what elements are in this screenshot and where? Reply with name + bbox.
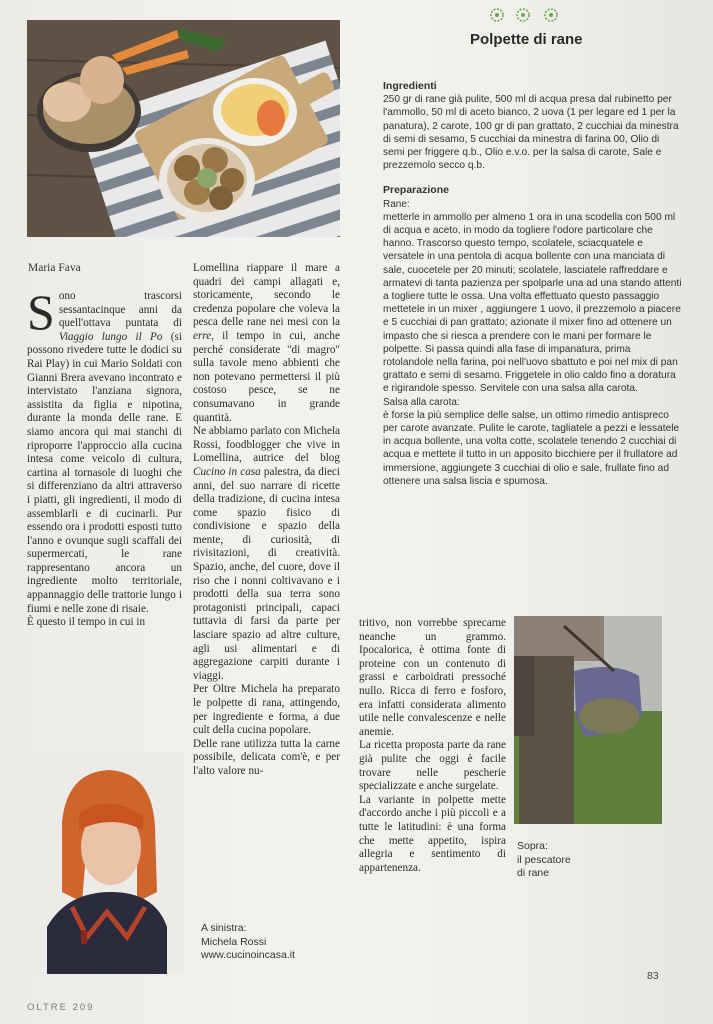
food-illustration [27, 20, 340, 237]
col1-italic-title: Viaggio lungo il Po [58, 330, 163, 343]
flower-icon [517, 9, 529, 21]
flower-icon [491, 9, 503, 21]
magazine-name: OLTRE 209 [27, 1002, 95, 1013]
photo-frog-fisherman [514, 616, 662, 824]
col2-p1-b: , il tempo in cui, anche perché considerate "di magro" sulla tavole meno abbienti che non potevano permettersi il più costoso pesce, se ne consumavano in grande quantità. [193, 329, 340, 424]
article-column-1 [27, 284, 182, 630]
rane-text: metterle in ammollo per almeno 1 ora in una scodella con 500 ml di acqua e aceto, in modo da togliere l'odore particolare che hanno. Trascorso questo tempo, scolatele, sciacquatele e versatele in una pentola di acqua bollente con una manciata di sale, cuocetele per 20 minuti; scolatele, lasciatele raffreddare e armatevi di tanta pazienza per spolparle una ad una stando attenti a togliere tutte le ossa. Una volta effettuato questo passaggio mettetele in un mixer , aggiungere 1 uovo, il prezzemolo a piacere e 5 cucchiai di pan grattato; azionate il mixer fino ad ottenere un impasto che si riesca a prendere con le mani per formare le polpette. Si passa quindi alla fase di impanatura, prima rotolandole nella farina, poi nell'uovo sbattuto e poi nel mix di pan grattato e semi di sesamo. Friggetele in olio caldo fino a doratura e rigirandole spesso. Servitele con una salsa alla carota. [383, 211, 682, 395]
caption-right [517, 840, 617, 881]
ingredients-text: 250 gr di rane già pulite, 500 ml di acqua presa dal rubinetto per l'ammollo, 50 ml di aceto bianco, 2 uova (1 per legare ed 1 per la panatura), 2 carote, 100 gr di pan grattato, 2 cucchiai da minestra di semi di sesamo, 5 cucchiai da minestra di farina 00, Olio di semi per friggere q.b., Olio e.v.o. per la salsa di carote, Sale e prezzemolo secco q.b. [383, 94, 679, 172]
col2-p3: Per Oltre Michela ha preparato le polpette di rana, attingendo, per ingrediente e forma, a due cult della cucina popolare. [193, 683, 340, 737]
drop-cap: S [27, 284, 55, 340]
article-column-2 [193, 262, 340, 779]
preparation-heading: Preparazione [383, 184, 449, 197]
caption-right-text-2: di rane [517, 867, 550, 879]
photo-michela-rossi [27, 752, 184, 974]
ingredients-heading: Ingredienti [383, 80, 437, 92]
col1-lead: ono trascorsi sessantacinque anni da quell'ottava puntata di [58, 290, 182, 330]
col2-p2-b: palestra, da dieci anni, del suo narrare di ricette della tradizione, di cucina intesa come spazio fisico di condivisione e spazio della mente, di curiosità, di rivisitazioni, di creatività. Spazio, anche, del cuore, dove il riso che i nonni coltivavano e i prodotti della sua terra sono protagonisti principali, capaci tuttavia di farsi da parte per lasciare spazio ad altre culture, agli usi alimentari e di aggregazione carpiti durante i viaggi. [193, 465, 340, 682]
article-column-3 [359, 617, 506, 875]
caption-right-text-1: il pescatore [517, 853, 571, 866]
col2-p4: Delle rane utilizza tutta la carne possibile, delicata com'è, e per l'alto valore nu- [193, 737, 340, 777]
caption-left-label: A sinistra: [201, 922, 247, 934]
photo-frog-meatballs [27, 20, 340, 237]
col3-p1: tritivo, non vorrebbe sprecarne neanche un grammo. Ipocalorica, è ottima fonte di proteine con un contenuto di grassi e carboidrati pressoché nullo. Ricca di ferro e fosforo, era infatti considerata alimento utile nelle convalescenze e nelle anemie. [359, 617, 506, 738]
col2-p2-italic: Cucino in casa [193, 465, 261, 478]
caption-left [201, 922, 351, 963]
article-author: Maria Fava [28, 262, 81, 274]
page-number: 83 [647, 970, 659, 982]
caption-right-label: Sopra: [517, 840, 548, 852]
col2-p2-a: Ne abbiamo parlato con Michela Rossi, foodblogger che vive in Lomellina, autrice del blog [193, 425, 340, 465]
recipe-block [383, 80, 683, 488]
col1-last: È questo il tempo in cui in [27, 616, 146, 629]
flower-icon [545, 9, 557, 21]
salsa-label: Salsa alla carota: [383, 396, 460, 408]
col2-p1-a: Lomellina riappare il mare a quadri dei campi allagati e, storicamente, secondo le credenza popolare che voleva la pesca delle rane nei mesi con la [193, 262, 340, 329]
salsa-text: è forse la più semplice delle salse, un ottimo rimedio antispreco per carote avanzate. Pulite le carote, tagliatele a pezzi e lessatele in acqua bollente, una volta cotte, scolatele tenendo 2 cucchiai di acqua e mettete il tutto in un apposito bicchiere per il frullatore ad immersione, aggiungete 3 cucchiai di olio e sale, frullate fino ad ottenere una salsa liscia e spumosa. [383, 409, 680, 487]
col2-p1-italic: erre [193, 329, 212, 342]
col3-p3: La variante in polpette mette d'accordo anche i più piccoli e a tutte le latitudini: è una forma che mette appetito, ispira allegria e sentimento di appartenenza. [359, 793, 506, 874]
decorative-ornaments [487, 4, 567, 26]
caption-left-url: www.cucinoincasa.it [201, 949, 295, 961]
recipe-title: Polpette di rane [470, 31, 583, 48]
col1-rest: (si possono rivedere tutte le dodici su Rai Play) in cui Mario Soldati con Gianni Brera avevano incontrato e intervistato l'anziana signora, assistita da figlia e nipotina, durante la monda delle rane. E siamo ancora qui mai stanchi di riproporre l'approccio alla cucina intesa come veicolo di cultura, cartina al tornasole di luoghi che si differenziano da altri attraverso i piatti, gli ingredienti, il modo di assemblarli e di cucinarli. Pur essendo ora i prodotti esposti tutto l'anno e ovunque sugli scaffali dei supermercati, le rane rappresentano ancora un ingrediente molto territoriale, appannaggio delle trattorie lungo i fiumi e nelle zone di risaie. [27, 330, 182, 615]
rane-label: Rane: [383, 198, 410, 210]
col3-p2: La ricetta proposta parte da rane già pulite che oggi è facile trovare nelle pescherie specializzate e anche surgelate. [359, 739, 506, 793]
caption-left-name: Michela Rossi [201, 935, 267, 948]
